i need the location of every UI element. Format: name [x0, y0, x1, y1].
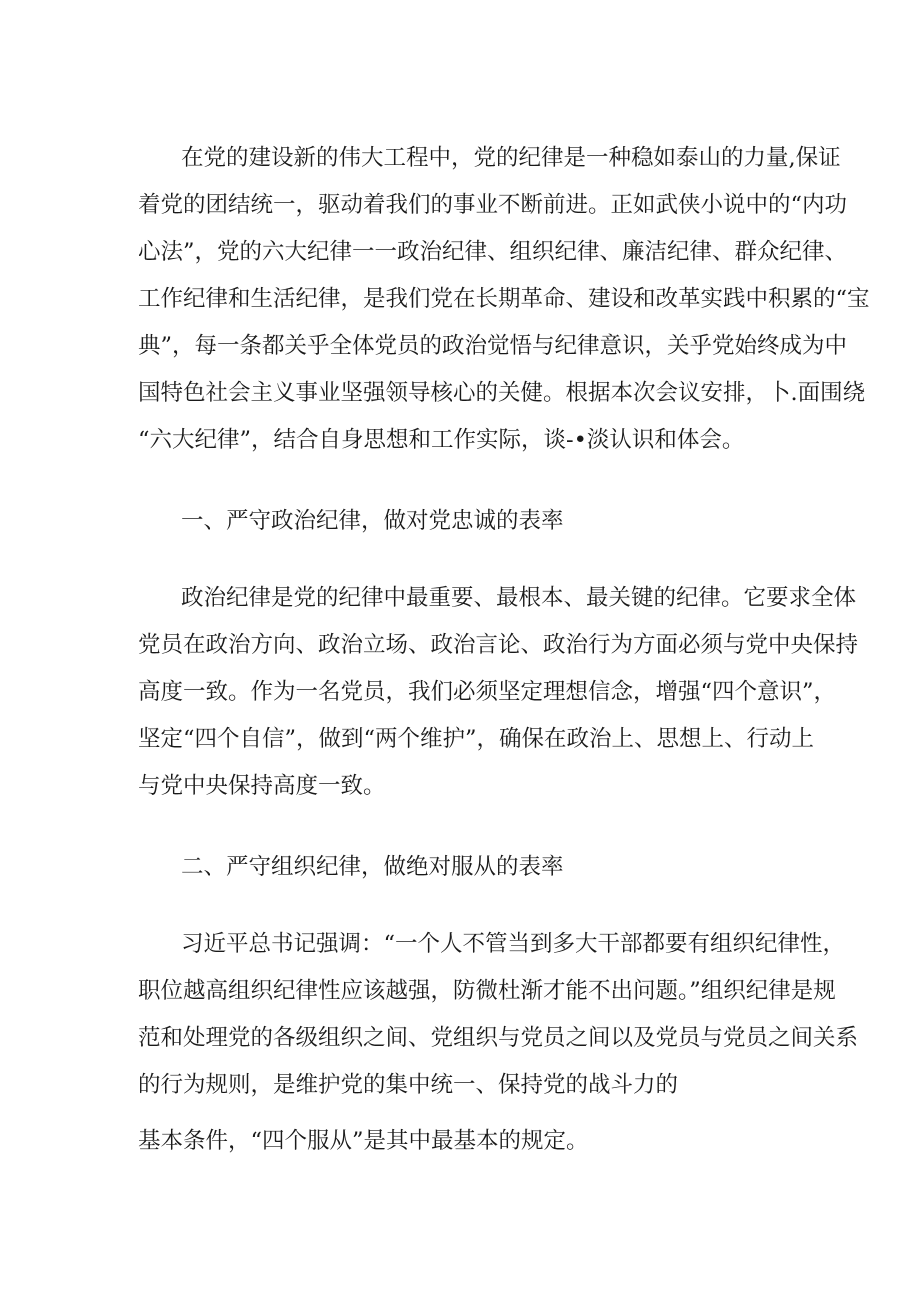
text-line: 着党的团结统一，驱动着我们的事业不断前进。正如武侠小说中的“内功	[138, 192, 848, 218]
text-line: 国特色社会主义事业坚强领导核心的关健。根据本次会议安排，卜.面围绕	[138, 380, 866, 406]
text-line: 典”，每一条都关乎全体党员的政治觉悟与纪律意识，关乎党始终成为中	[138, 333, 848, 359]
text-line: 在党的建设新的伟大工程中，党的纪律是一种稳如泰山的力量,保证	[181, 145, 841, 171]
text-line: 与党中央保持高度一致。	[138, 773, 386, 799]
section-heading-1: 一、严守政治纪律，做对党忠诚的表率	[181, 508, 564, 534]
section-heading-2: 二、严守组织纪律，做绝对服从的表率	[181, 854, 564, 880]
text-line: 政治纪律是党的纪律中最重要、最根本、最关键的纪律。它要求全体	[181, 585, 857, 611]
text-line: 的行为规则，是维护党的集中统一、保持党的战斗力的	[138, 1072, 679, 1098]
text-line: 基本条件，“四个服从”是其中最基本的规定。	[138, 1128, 589, 1154]
text-line: 工作纪律和生活纪律，是我们党在长期革命、建设和改革实践中积累的“宝	[138, 286, 870, 312]
text-line: 范和处理党的各级组织之间、党组织与党员之间以及党员与党员之间关系	[138, 1025, 859, 1051]
text-line: 高度一致。作为一名党员，我们必须坚定理想信念，增强“四个意识”，	[138, 679, 837, 705]
text-line: 习近平总书记强调：“一个人不管当到多大干部都要有组织纪律性，	[181, 931, 846, 957]
text-line: 党员在政治方向、政治立场、政治言论、政治行为方面必须与党中央保持	[138, 632, 859, 658]
text-line: 心法”，党的六大纪律一一政治纪律、组织纪律、廉洁纪律、群众纪律、	[138, 239, 848, 265]
text-line: 职位越高组织纪律性应该越强，防微杜渐才能不出问题。”组织纪律是规	[138, 978, 836, 1004]
text-line: 坚定“四个自信”，做到“两个维护”，确保在政治上、思想上、行动上	[138, 726, 815, 752]
text-line: “六大纪律”，结合自身思想和工作实际，谈-•淡认识和体会。	[138, 427, 745, 453]
